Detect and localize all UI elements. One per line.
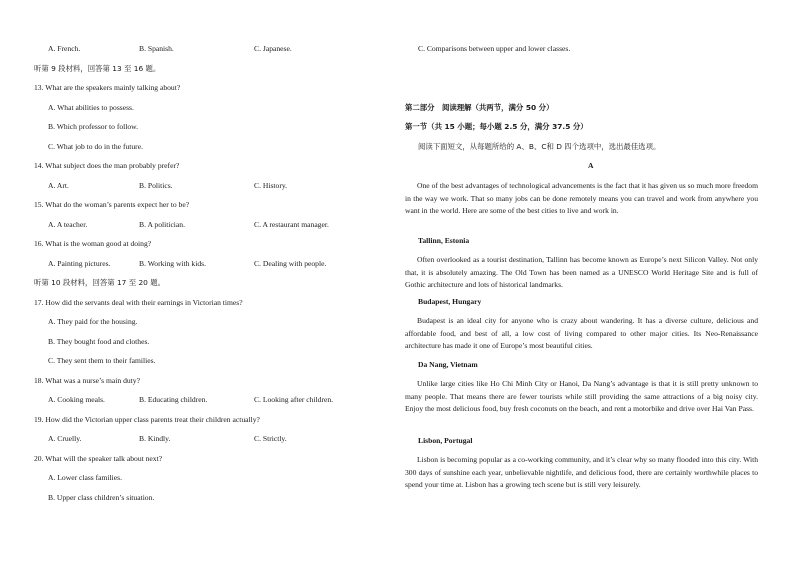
city-paragraph: Often overlooked as a tourist destination, Tallinn has become known as Europe’s next Silicon Valley. Not only that, it is absolutely amazing. The Old Town has been named as a UNESCO World Heritage Site and is full of Gothic architecture and lots of historical landmarks. bbox=[405, 255, 758, 289]
city-heading: Budapest, Hungary bbox=[418, 297, 482, 306]
option: B. Upper class children’s situation. bbox=[48, 493, 155, 502]
option: C. Strictly. bbox=[254, 434, 287, 443]
question-stem: 18. What was a nurse’s main duty? bbox=[34, 376, 140, 385]
option: C. Dealing with people. bbox=[254, 259, 327, 268]
question-stem: 20. What will the speaker talk about next? bbox=[34, 454, 163, 463]
option: B. Spanish. bbox=[139, 44, 174, 53]
instruction: 阅读下面短文，从每题所给的 A、B、C和 D 四个选项中，选出最佳选项。 bbox=[418, 142, 661, 151]
option: C. Looking after children. bbox=[254, 395, 334, 404]
option: B. Kindly. bbox=[139, 434, 171, 443]
city-paragraph: Unlike large cities like Ho Chi Minh City or Hanoi, Da Nang’s advantage is that it is still pretty unknown to many people. That means there are fewer tourists while still providing the same attractions of a big noisy city. Enjoy the most delicious food, buy fresh coconuts on the beach, and rent a motorbike and drive over Hai Van Pass. bbox=[405, 379, 758, 413]
question-stem: 14. What subject does the man probably prefer? bbox=[34, 161, 180, 170]
option: C. What job to do in the future. bbox=[48, 142, 143, 151]
option: C. Comparisons between upper and lower classes. bbox=[418, 44, 571, 53]
city-heading: Tallinn, Estonia bbox=[418, 236, 470, 245]
question-stem: 19. How did the Victorian upper class parents treat their children actually? bbox=[34, 415, 260, 424]
option: A. French. bbox=[48, 44, 81, 53]
city-heading: Da Nang, Vietnam bbox=[418, 360, 478, 369]
option: B. Working with kids. bbox=[139, 259, 206, 268]
question-stem: 17. How did the servants deal with their earnings in Victorian times? bbox=[34, 298, 243, 307]
city-heading: Lisbon, Portugal bbox=[418, 436, 473, 445]
option: C. History. bbox=[254, 181, 288, 190]
option: A. What abilities to possess. bbox=[48, 103, 134, 112]
option: B. Which professor to follow. bbox=[48, 122, 139, 131]
option: B. They bought food and clothes. bbox=[48, 337, 150, 346]
option: A. Cruelly. bbox=[48, 434, 82, 443]
question-stem: 16. What is the woman good at doing? bbox=[34, 239, 152, 248]
question-stem: 13. What are the speakers mainly talking about? bbox=[34, 83, 181, 92]
passage-intro: One of the best advantages of technological advancements is the fact that it has given us so much more freedom in the way we work. That so many jobs can be done remotely means you can travel and work from anywhere you want in the world. Here are some of the best cities to live and work in. bbox=[405, 181, 758, 215]
option: A. Lower class families. bbox=[48, 473, 123, 482]
option: C. A restaurant manager. bbox=[254, 220, 329, 229]
option: A. They paid for the housing. bbox=[48, 317, 138, 326]
option: B. Politics. bbox=[139, 181, 173, 190]
section-intro: 听第 10 段材料，回答第 17 至 20 题。 bbox=[34, 278, 165, 287]
option: C. They sent them to their families. bbox=[48, 356, 156, 365]
section-heading: 第一节（共 15 小题；每小题 2.5 分，满分 37.5 分） bbox=[405, 122, 588, 131]
option: A. Cooking meals. bbox=[48, 395, 105, 404]
part-heading: 第二部分 阅读理解（共两节，满分 50 分） bbox=[405, 103, 554, 112]
question-stem: 15. What do the woman’s parents expect her to be? bbox=[34, 200, 190, 209]
city-paragraph: Budapest is an ideal city for anyone who is crazy about wandering. It has a diverse culture, delicious and affordable food, and best of all, a low cost of living compared to other major cities. Its Neo-Renaissance architecture has made it one of Europe’s most beautiful cities. bbox=[405, 316, 758, 350]
option: B. A politician. bbox=[139, 220, 185, 229]
city-paragraph: Lisbon is becoming popular as a co-working community, and it’s clear why so many flooded into this city. With 300 days of sunshine each year, unbelievable nightlife, and delicious food, there are certainly worthwhile places to spend your time at. Lisbon has a growing tech scene but is still very leisurely. bbox=[405, 455, 758, 489]
option: B. Educating children. bbox=[139, 395, 208, 404]
section-intro: 听第 9 段材料，回答第 13 至 16 题。 bbox=[34, 64, 161, 73]
option: A. Art. bbox=[48, 181, 69, 190]
passage-letter: A bbox=[588, 161, 594, 170]
option: A. Painting pictures. bbox=[48, 259, 111, 268]
option: C. Japanese. bbox=[254, 44, 292, 53]
option: A. A teacher. bbox=[48, 220, 88, 229]
